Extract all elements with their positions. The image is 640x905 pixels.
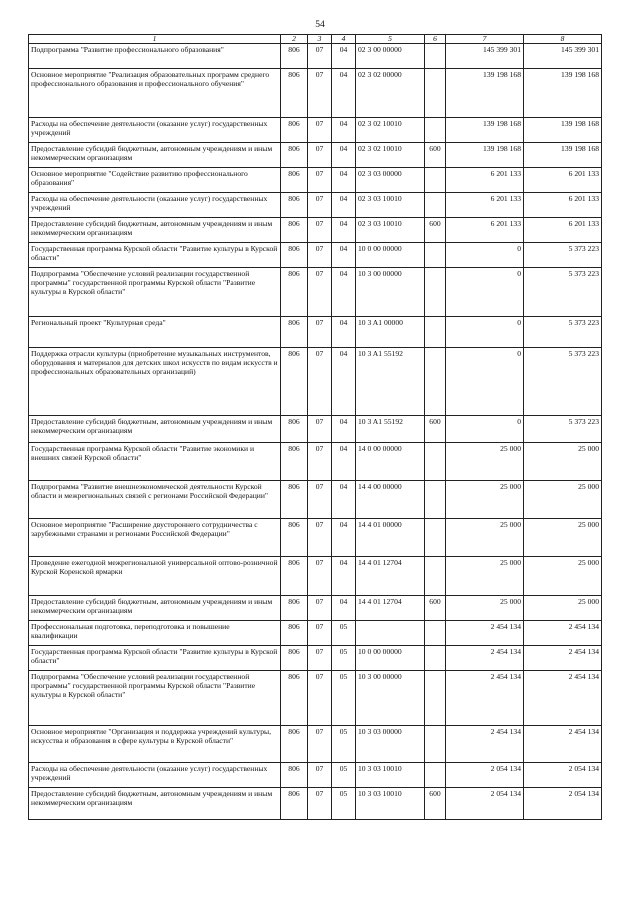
row-name: Основное мероприятие "Содействие развитию профессионального образования": [29, 168, 281, 193]
row-name: Основное мероприятие "Расширение двустороннего сотрудничества с зарубежными странами и регионами Российской Федерации": [29, 519, 281, 557]
subsection-code: 05: [332, 621, 356, 646]
column-number: 7: [446, 35, 524, 44]
section-code: 07: [308, 763, 332, 788]
row-name: Предоставление субсидий бюджетным, автономным учреждениям и иным некоммерческим организациям: [29, 416, 281, 443]
amount-year-2: 5 373 223: [524, 416, 602, 443]
ministry-code: 806: [281, 671, 308, 726]
amount-year-1: 25 000: [446, 519, 524, 557]
amount-year-1: 6 201 133: [446, 193, 524, 218]
amount-year-1: 0: [446, 416, 524, 443]
expense-type-code: [425, 243, 446, 268]
target-article-code: 10 3 00 00000: [356, 671, 425, 726]
section-code: 07: [308, 44, 332, 69]
subsection-code: 05: [332, 646, 356, 671]
amount-year-2: 2 454 134: [524, 646, 602, 671]
subsection-code: 04: [332, 44, 356, 69]
amount-year-1: 25 000: [446, 557, 524, 596]
ministry-code: 806: [281, 519, 308, 557]
ministry-code: 806: [281, 443, 308, 481]
target-article-code: 02 3 02 10010: [356, 118, 425, 143]
section-code: 07: [308, 193, 332, 218]
row-name: Основное мероприятие "Организация и поддержка учреждений культуры, искусства и образования в сфере культуры в Курской области": [29, 726, 281, 763]
expense-type-code: [425, 193, 446, 218]
table-row: [29, 268, 602, 317]
table-row: [29, 481, 602, 519]
row-name: Подпрограмма "Обеспечение условий реализации государственной программы" государственной программы Курской области "Развитие культуры в Курской области": [29, 268, 281, 317]
target-article-code: 10 3 A1 00000: [356, 317, 425, 348]
ministry-code: 806: [281, 268, 308, 317]
ministry-code: 806: [281, 646, 308, 671]
row-name: Подпрограмма "Развитие профессионального образования": [29, 44, 281, 69]
section-code: 07: [308, 416, 332, 443]
ministry-code: 806: [281, 596, 308, 621]
amount-year-1: 139 198 168: [446, 118, 524, 143]
amount-year-2: 5 373 223: [524, 317, 602, 348]
ministry-code: 806: [281, 193, 308, 218]
amount-year-1: 25 000: [446, 596, 524, 621]
amount-year-2: 25 000: [524, 519, 602, 557]
row-name: Государственная программа Курской области "Развитие культуры в Курской области": [29, 243, 281, 268]
subsection-code: 04: [332, 143, 356, 168]
section-code: 07: [308, 621, 332, 646]
target-article-code: 02 3 02 00000: [356, 69, 425, 118]
subsection-code: 04: [332, 519, 356, 557]
target-article-code: 02 3 00 00000: [356, 44, 425, 69]
amount-year-2: 139 198 168: [524, 118, 602, 143]
column-number: 8: [524, 35, 602, 44]
ministry-code: 806: [281, 557, 308, 596]
ministry-code: 806: [281, 348, 308, 416]
subsection-code: 04: [332, 168, 356, 193]
subsection-code: 04: [332, 443, 356, 481]
ministry-code: 806: [281, 218, 308, 243]
table-row: [29, 646, 602, 671]
amount-year-2: 25 000: [524, 596, 602, 621]
column-number: 4: [332, 35, 356, 44]
expense-type-code: [425, 519, 446, 557]
amount-year-1: 2 454 134: [446, 646, 524, 671]
table-row: [29, 218, 602, 243]
section-code: 07: [308, 118, 332, 143]
ministry-code: 806: [281, 317, 308, 348]
table-row: [29, 726, 602, 763]
amount-year-1: 25 000: [446, 443, 524, 481]
target-article-code: 10 0 00 00000: [356, 646, 425, 671]
table-row: [29, 69, 602, 118]
section-code: 07: [308, 218, 332, 243]
amount-year-1: 0: [446, 243, 524, 268]
column-number: 2: [281, 35, 308, 44]
target-article-code: 14 4 01 00000: [356, 519, 425, 557]
expense-type-code: [425, 443, 446, 481]
subsection-code: 05: [332, 726, 356, 763]
amount-year-2: 5 373 223: [524, 348, 602, 416]
amount-year-2: 6 201 133: [524, 193, 602, 218]
row-name: Профессиональная подготовка, переподготовка и повышение квалификации: [29, 621, 281, 646]
row-name: Государственная программа Курской области "Развитие культуры в Курской области": [29, 646, 281, 671]
target-article-code: 02 3 03 00000: [356, 168, 425, 193]
ministry-code: 806: [281, 168, 308, 193]
amount-year-2: 25 000: [524, 481, 602, 519]
column-number: 3: [308, 35, 332, 44]
amount-year-2: 139 198 168: [524, 143, 602, 168]
table-row: [29, 519, 602, 557]
expense-type-code: [425, 646, 446, 671]
amount-year-2: 2 454 134: [524, 671, 602, 726]
ministry-code: 806: [281, 621, 308, 646]
row-name: Подпрограмма "Развитие внешнеэкономической деятельности Курской области и межрегиональных связей с регионами Российской Федерации": [29, 481, 281, 519]
row-name: Расходы на обеспечение деятельности (оказание услуг) государственных учреждений: [29, 763, 281, 788]
target-article-code: 10 3 03 00000: [356, 726, 425, 763]
section-code: 07: [308, 443, 332, 481]
subsection-code: 04: [332, 118, 356, 143]
amount-year-1: 2 454 134: [446, 671, 524, 726]
expense-type-code: [425, 557, 446, 596]
amount-year-1: 2 454 134: [446, 621, 524, 646]
table-row: [29, 416, 602, 443]
target-article-code: 10 0 00 00000: [356, 243, 425, 268]
subsection-code: 04: [332, 193, 356, 218]
ministry-code: 806: [281, 118, 308, 143]
subsection-code: 04: [332, 416, 356, 443]
ministry-code: 806: [281, 69, 308, 118]
amount-year-1: 0: [446, 317, 524, 348]
amount-year-2: 2 054 134: [524, 788, 602, 820]
target-article-code: 10 3 A1 55192: [356, 348, 425, 416]
amount-year-1: 2 054 134: [446, 763, 524, 788]
table-row: [29, 143, 602, 168]
amount-year-1: 145 399 301: [446, 44, 524, 69]
table-row: [29, 193, 602, 218]
target-article-code: 10 3 A1 55192: [356, 416, 425, 443]
amount-year-2: 2 454 134: [524, 621, 602, 646]
section-code: 07: [308, 519, 332, 557]
table-row: [29, 763, 602, 788]
table-row: [29, 118, 602, 143]
expense-type-code: 600: [425, 416, 446, 443]
amount-year-1: 0: [446, 268, 524, 317]
row-name: Поддержка отрасли культуры (приобретение музыкальных инструментов, оборудования и материалов для детских школ искусств по видам искусств и профессиональных образовательных организаций): [29, 348, 281, 416]
row-name: Расходы на обеспечение деятельности (оказание услуг) государственных учреждений: [29, 118, 281, 143]
table-row: [29, 168, 602, 193]
target-article-code: [356, 621, 425, 646]
section-code: 07: [308, 268, 332, 317]
subsection-code: 04: [332, 268, 356, 317]
subsection-code: 04: [332, 348, 356, 416]
page-number: 54: [315, 20, 325, 30]
table-row: [29, 243, 602, 268]
target-article-code: 10 3 03 10010: [356, 763, 425, 788]
subsection-code: 04: [332, 596, 356, 621]
row-name: Государственная программа Курской области "Развитие экономики и внешних связей Курской области": [29, 443, 281, 481]
ministry-code: 806: [281, 726, 308, 763]
target-article-code: 10 3 03 10010: [356, 788, 425, 820]
row-name: Основное мероприятие "Реализация образовательных программ среднего профессионального образования и профессионального обучения": [29, 69, 281, 118]
section-code: 07: [308, 69, 332, 118]
target-article-code: 02 3 03 10010: [356, 193, 425, 218]
ministry-code: 806: [281, 481, 308, 519]
row-name: Предоставление субсидий бюджетным, автономным учреждениям и иным некоммерческим организациям: [29, 788, 281, 820]
amount-year-2: 6 201 133: [524, 168, 602, 193]
ministry-code: 806: [281, 416, 308, 443]
expense-type-code: [425, 621, 446, 646]
row-name: Предоставление субсидий бюджетным, автономным учреждениям и иным некоммерческим организациям: [29, 596, 281, 621]
row-name: Предоставление субсидий бюджетным, автономным учреждениям и иным некоммерческим организациям: [29, 143, 281, 168]
expense-type-code: [425, 348, 446, 416]
amount-year-2: 6 201 133: [524, 218, 602, 243]
expense-type-code: [425, 317, 446, 348]
expense-type-code: [425, 481, 446, 519]
amount-year-2: 2 454 134: [524, 726, 602, 763]
expense-type-code: [425, 168, 446, 193]
table-row: [29, 671, 602, 726]
table-row: [29, 596, 602, 621]
subsection-code: 05: [332, 763, 356, 788]
amount-year-1: 6 201 133: [446, 168, 524, 193]
row-name: Подпрограмма "Обеспечение условий реализации государственной программы" государственной программы Курской области "Развитие культуры в Курской области": [29, 671, 281, 726]
target-article-code: 14 0 00 00000: [356, 443, 425, 481]
table-row: [29, 443, 602, 481]
amount-year-2: 25 000: [524, 443, 602, 481]
expense-type-code: 600: [425, 788, 446, 820]
target-article-code: 02 3 02 10010: [356, 143, 425, 168]
target-article-code: 14 4 01 12704: [356, 596, 425, 621]
table-row: [29, 621, 602, 646]
amount-year-1: 0: [446, 348, 524, 416]
amount-year-2: 2 054 134: [524, 763, 602, 788]
table-row: [29, 788, 602, 820]
column-number: 1: [29, 35, 281, 44]
budget-table: [28, 34, 602, 820]
expense-type-code: [425, 44, 446, 69]
subsection-code: 04: [332, 243, 356, 268]
ministry-code: 806: [281, 44, 308, 69]
amount-year-1: 139 198 168: [446, 143, 524, 168]
amount-year-1: 2 454 134: [446, 726, 524, 763]
row-name: Региональный проект "Культурная среда": [29, 317, 281, 348]
section-code: 07: [308, 168, 332, 193]
section-code: 07: [308, 317, 332, 348]
section-code: 07: [308, 596, 332, 621]
table-row: [29, 44, 602, 69]
expense-type-code: [425, 69, 446, 118]
section-code: 07: [308, 143, 332, 168]
section-code: 07: [308, 557, 332, 596]
column-number-row: [29, 35, 602, 44]
amount-year-2: 139 198 168: [524, 69, 602, 118]
subsection-code: 04: [332, 317, 356, 348]
target-article-code: 14 4 00 00000: [356, 481, 425, 519]
subsection-code: 04: [332, 481, 356, 519]
amount-year-1: 6 201 133: [446, 218, 524, 243]
section-code: 07: [308, 243, 332, 268]
expense-type-code: [425, 726, 446, 763]
budget-rows: [29, 44, 602, 820]
amount-year-2: 5 373 223: [524, 268, 602, 317]
row-name: Проведение ежегодной межрегиональной универсальной оптово-розничной Курской Коренской ярмарки: [29, 557, 281, 596]
subsection-code: 04: [332, 557, 356, 596]
amount-year-2: 5 373 223: [524, 243, 602, 268]
table-row: [29, 557, 602, 596]
ministry-code: 806: [281, 143, 308, 168]
ministry-code: 806: [281, 788, 308, 820]
amount-year-2: 25 000: [524, 557, 602, 596]
amount-year-1: 2 054 134: [446, 788, 524, 820]
expense-type-code: 600: [425, 143, 446, 168]
column-number: 5: [356, 35, 425, 44]
expense-type-code: [425, 671, 446, 726]
subsection-code: 04: [332, 218, 356, 243]
expense-type-code: 600: [425, 218, 446, 243]
amount-year-2: 145 399 301: [524, 44, 602, 69]
expense-type-code: [425, 268, 446, 317]
target-article-code: 14 4 01 12704: [356, 557, 425, 596]
table-row: [29, 348, 602, 416]
amount-year-1: 25 000: [446, 481, 524, 519]
table-row: [29, 317, 602, 348]
section-code: 07: [308, 726, 332, 763]
column-number: 6: [425, 35, 446, 44]
section-code: 07: [308, 646, 332, 671]
subsection-code: 05: [332, 788, 356, 820]
row-name: Расходы на обеспечение деятельности (оказание услуг) государственных учреждений: [29, 193, 281, 218]
target-article-code: 10 3 00 00000: [356, 268, 425, 317]
amount-year-1: 139 198 168: [446, 69, 524, 118]
ministry-code: 806: [281, 243, 308, 268]
section-code: 07: [308, 348, 332, 416]
row-name: Предоставление субсидий бюджетным, автономным учреждениям и иным некоммерческим организациям: [29, 218, 281, 243]
expense-type-code: [425, 763, 446, 788]
expense-type-code: 600: [425, 596, 446, 621]
section-code: 07: [308, 788, 332, 820]
section-code: 07: [308, 671, 332, 726]
section-code: 07: [308, 481, 332, 519]
subsection-code: 05: [332, 671, 356, 726]
ministry-code: 806: [281, 763, 308, 788]
subsection-code: 04: [332, 69, 356, 118]
target-article-code: 02 3 03 10010: [356, 218, 425, 243]
expense-type-code: [425, 118, 446, 143]
